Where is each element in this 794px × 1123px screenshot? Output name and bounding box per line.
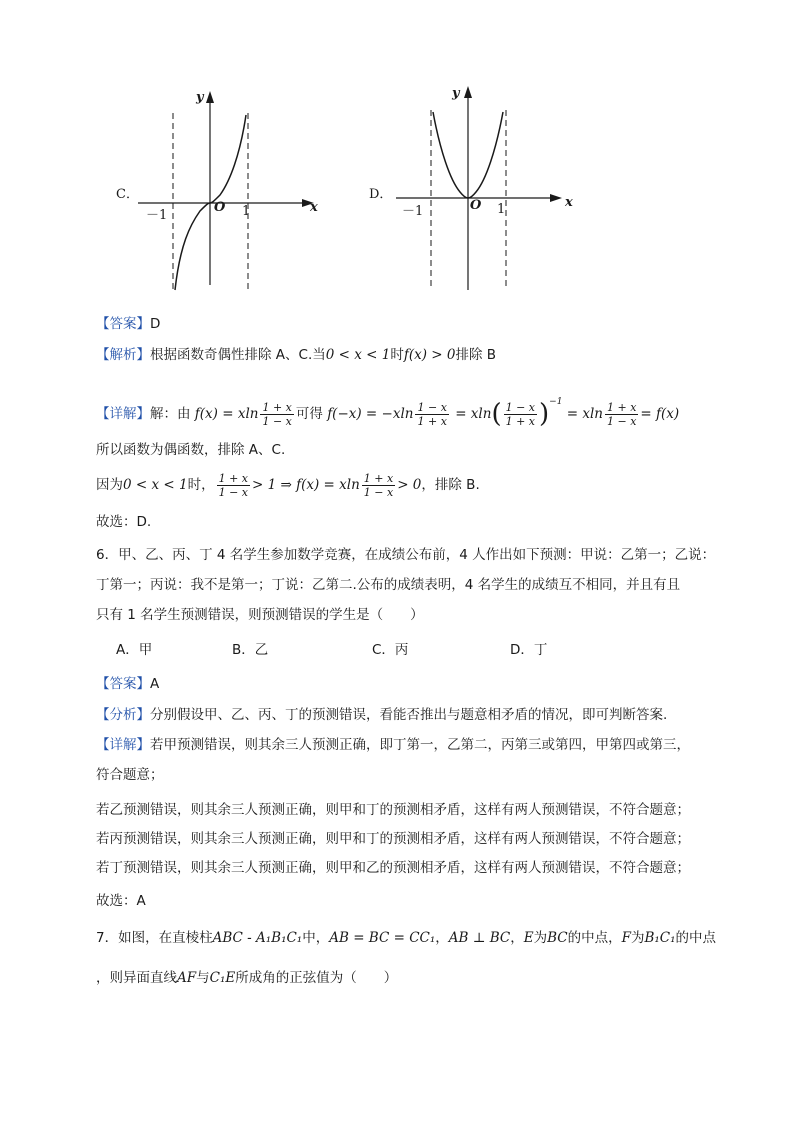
q5-frac-d: $\frac{1 + x}{1 - x}$ — [606, 400, 637, 428]
q5-frac-e: $\frac{1 + x}{1 - x}$ — [218, 471, 249, 499]
q7-stem-text-5: 为 — [533, 930, 548, 946]
q7-math-prism: ABC - A₁B₁C₁ — [212, 930, 303, 946]
q5-frac-c: $\frac{1 - x}{1 + x}$ — [505, 400, 536, 428]
q7-math-bc: BC — [547, 930, 568, 946]
q6-detail-4: 若丙预测错误，则其余三人预测正确，则甲和丁的预测相矛盾，这样有两人预测错误，不符合题意； — [96, 831, 690, 847]
q5-because-1: 因为 — [96, 477, 123, 493]
q5-detail-text-2: 可得 — [295, 406, 323, 422]
q7-stem-text-10: 与 — [196, 970, 210, 986]
graph-d — [388, 80, 578, 295]
q7-math-b1c1: B₁C₁ — [644, 930, 676, 946]
q5-answer-tag: 【答案】 — [96, 316, 150, 332]
q5-analysis-text-3: 排除 B — [455, 347, 497, 363]
q6-detail-3: 若乙预测错误，则其余三人预测正确，则甲和丁的预测相矛盾，这样有两人预测错误，不符合题意； — [96, 802, 690, 818]
q5-because-2: 时， — [187, 477, 215, 493]
q7-stem-text-6: 的中点， — [567, 930, 622, 946]
q5-because-math: 0 < x < 1 — [123, 477, 188, 493]
q7-math-af: AF — [177, 970, 197, 986]
q6-answer — [96, 674, 159, 694]
q6-analysis — [96, 705, 667, 725]
q5-detail-math-eq2: = xln — [566, 406, 603, 422]
q6-answer-tag: 【答案】 — [96, 676, 150, 692]
q5-frac-b: $\frac{1 - x}{1 + x}$ — [417, 400, 447, 428]
graph-c — [130, 85, 330, 295]
q5-analysis-math-2: f(x) > 0 — [403, 347, 456, 363]
q7-stem-text-3: ， — [435, 930, 449, 946]
q6-detail-text-1: 若甲预测错误，则其余三人预测正确，即丁第一，乙第二，丙第三或第四，甲第四或第三， — [150, 737, 690, 753]
q5-detail-math-1: f(x) = xln — [194, 406, 259, 422]
q7-stem-text-1: 7．如图，在直棱柱 — [96, 930, 213, 946]
q6-stem-1: 6．甲、乙、丙、丁 4 名学生参加数学竞赛，在成绩公布前，4 人作出如下预测：甲说：乙第一；乙说： — [96, 547, 716, 563]
graph-d-origin: O — [470, 198, 482, 213]
q7-math-e: E — [523, 930, 534, 946]
graph-c-one: 1 — [242, 204, 251, 219]
graph-c-label: C． — [116, 187, 139, 202]
q5-detail: 【详解】解：由 f(x) = xln $\frac{1 + x}{1 - x}$ 可得 f(−x) = −xln $\frac{1 - x}{1 + x}$ = xln( $\frac{1 - x}{1 + x}$ )$^{-1}$ = xln $\frac{1 + x}{1 - x}$ = f(x) — [96, 397, 680, 429]
graph-c-y-label: y — [196, 90, 204, 105]
q5-because-gt0: > 0 — [397, 477, 422, 493]
q5-analysis-text-1: 根据函数奇偶性排除 A、C.当 — [150, 347, 326, 363]
q6-detail-1 — [96, 735, 690, 755]
q6-detail-2: 符合题意； — [96, 767, 164, 783]
graph-d-x-label: x — [565, 195, 573, 210]
q6-stem-3: 只有 1 名学生预测错误，则预测错误的学生是（ ） — [96, 607, 424, 623]
q7-stem-text-8: 的中点 — [675, 930, 717, 946]
q5-because — [96, 468, 480, 502]
q5-detail-math-2: f(−x) = −xln — [327, 406, 414, 422]
q6-answer-value: A — [150, 676, 160, 692]
q5-analysis-tag: 【解析】 — [96, 347, 150, 363]
graph-d-neg-one: －1 — [402, 204, 424, 219]
q7-stem-text-11: 所成角的正弦值为（ ） — [235, 970, 398, 986]
q5-answer-value: D — [150, 316, 161, 332]
q7-math-eq: AB = BC = CC₁ — [329, 930, 436, 946]
q6-detail-tag: 【详解】 — [96, 737, 150, 753]
q5-analysis — [96, 345, 496, 365]
q5-detail-tag: 【详解】 — [96, 406, 150, 422]
q5-answer — [96, 314, 160, 334]
q5-exp: −1 — [549, 397, 563, 407]
q6-detail-5: 若丁预测错误，则其余三人预测正确，则甲和乙的预测相矛盾，这样有两人预测错误，不符合题意； — [96, 860, 690, 876]
graph-c-origin: O — [214, 200, 226, 215]
q5-because-3: ，排除 B. — [421, 477, 480, 493]
q7-stem-text-4: ， — [510, 930, 524, 946]
q7-stem-text-2: 中， — [302, 930, 330, 946]
q5-detail-text-1: 解：由 — [150, 406, 191, 422]
q7-math-perp: AB ⊥ BC — [448, 930, 511, 946]
q5-frac-a: $\frac{1 + x}{1 - x}$ — [262, 400, 292, 428]
q6-analysis-text: 分别假设甲、乙、丙、丁的预测错误，看能否推出与题意相矛盾的情况，即可判断答案. — [150, 707, 668, 723]
q5-choose: 故选：D. — [96, 514, 152, 530]
q5-analysis-text-2: 时 — [390, 347, 404, 363]
graph-c-neg-one: －1 — [146, 208, 168, 223]
graph-d-one: 1 — [497, 202, 506, 217]
graph-d-label: D． — [369, 187, 393, 202]
q6-analysis-tag: 【分析】 — [96, 707, 150, 723]
q6-stem-2: 丁第一；丙说：我不是第一；丁说：乙第二.公布的成绩表明，4 名学生的成绩互不相同，并且有且 — [96, 577, 681, 593]
q7-math-c1e: C₁E — [209, 970, 236, 986]
q7-stem-text-7: 为 — [630, 930, 645, 946]
q6-option-a: A．甲 — [116, 642, 153, 658]
q5-detail-math-eq: = xln — [455, 406, 492, 422]
q5-even: 所以函数为偶函数，排除 A、C. — [96, 442, 286, 458]
graph-c-x-label: x — [310, 200, 318, 215]
q6-option-c: C．丙 — [372, 642, 409, 658]
q7-math-f: F — [621, 930, 631, 946]
q7-stem-text-9: ，则异面直线 — [96, 970, 177, 986]
q6-option-b: B．乙 — [232, 642, 269, 658]
q6-choose: 故选：A — [96, 893, 146, 909]
q5-frac-f: $\frac{1 + x}{1 - x}$ — [363, 471, 394, 499]
q5-analysis-math-1: 0 < x < 1 — [325, 347, 391, 363]
q5-detail-math-end: = f(x) — [640, 406, 680, 422]
q7-stem-2 — [96, 968, 397, 988]
graph-d-y-label: y — [452, 86, 460, 101]
q7-stem-1 — [96, 928, 716, 948]
q5-because-gt: > 1 ⇒ f(x) = xln — [252, 477, 360, 493]
q6-option-d: D．丁 — [510, 642, 548, 658]
